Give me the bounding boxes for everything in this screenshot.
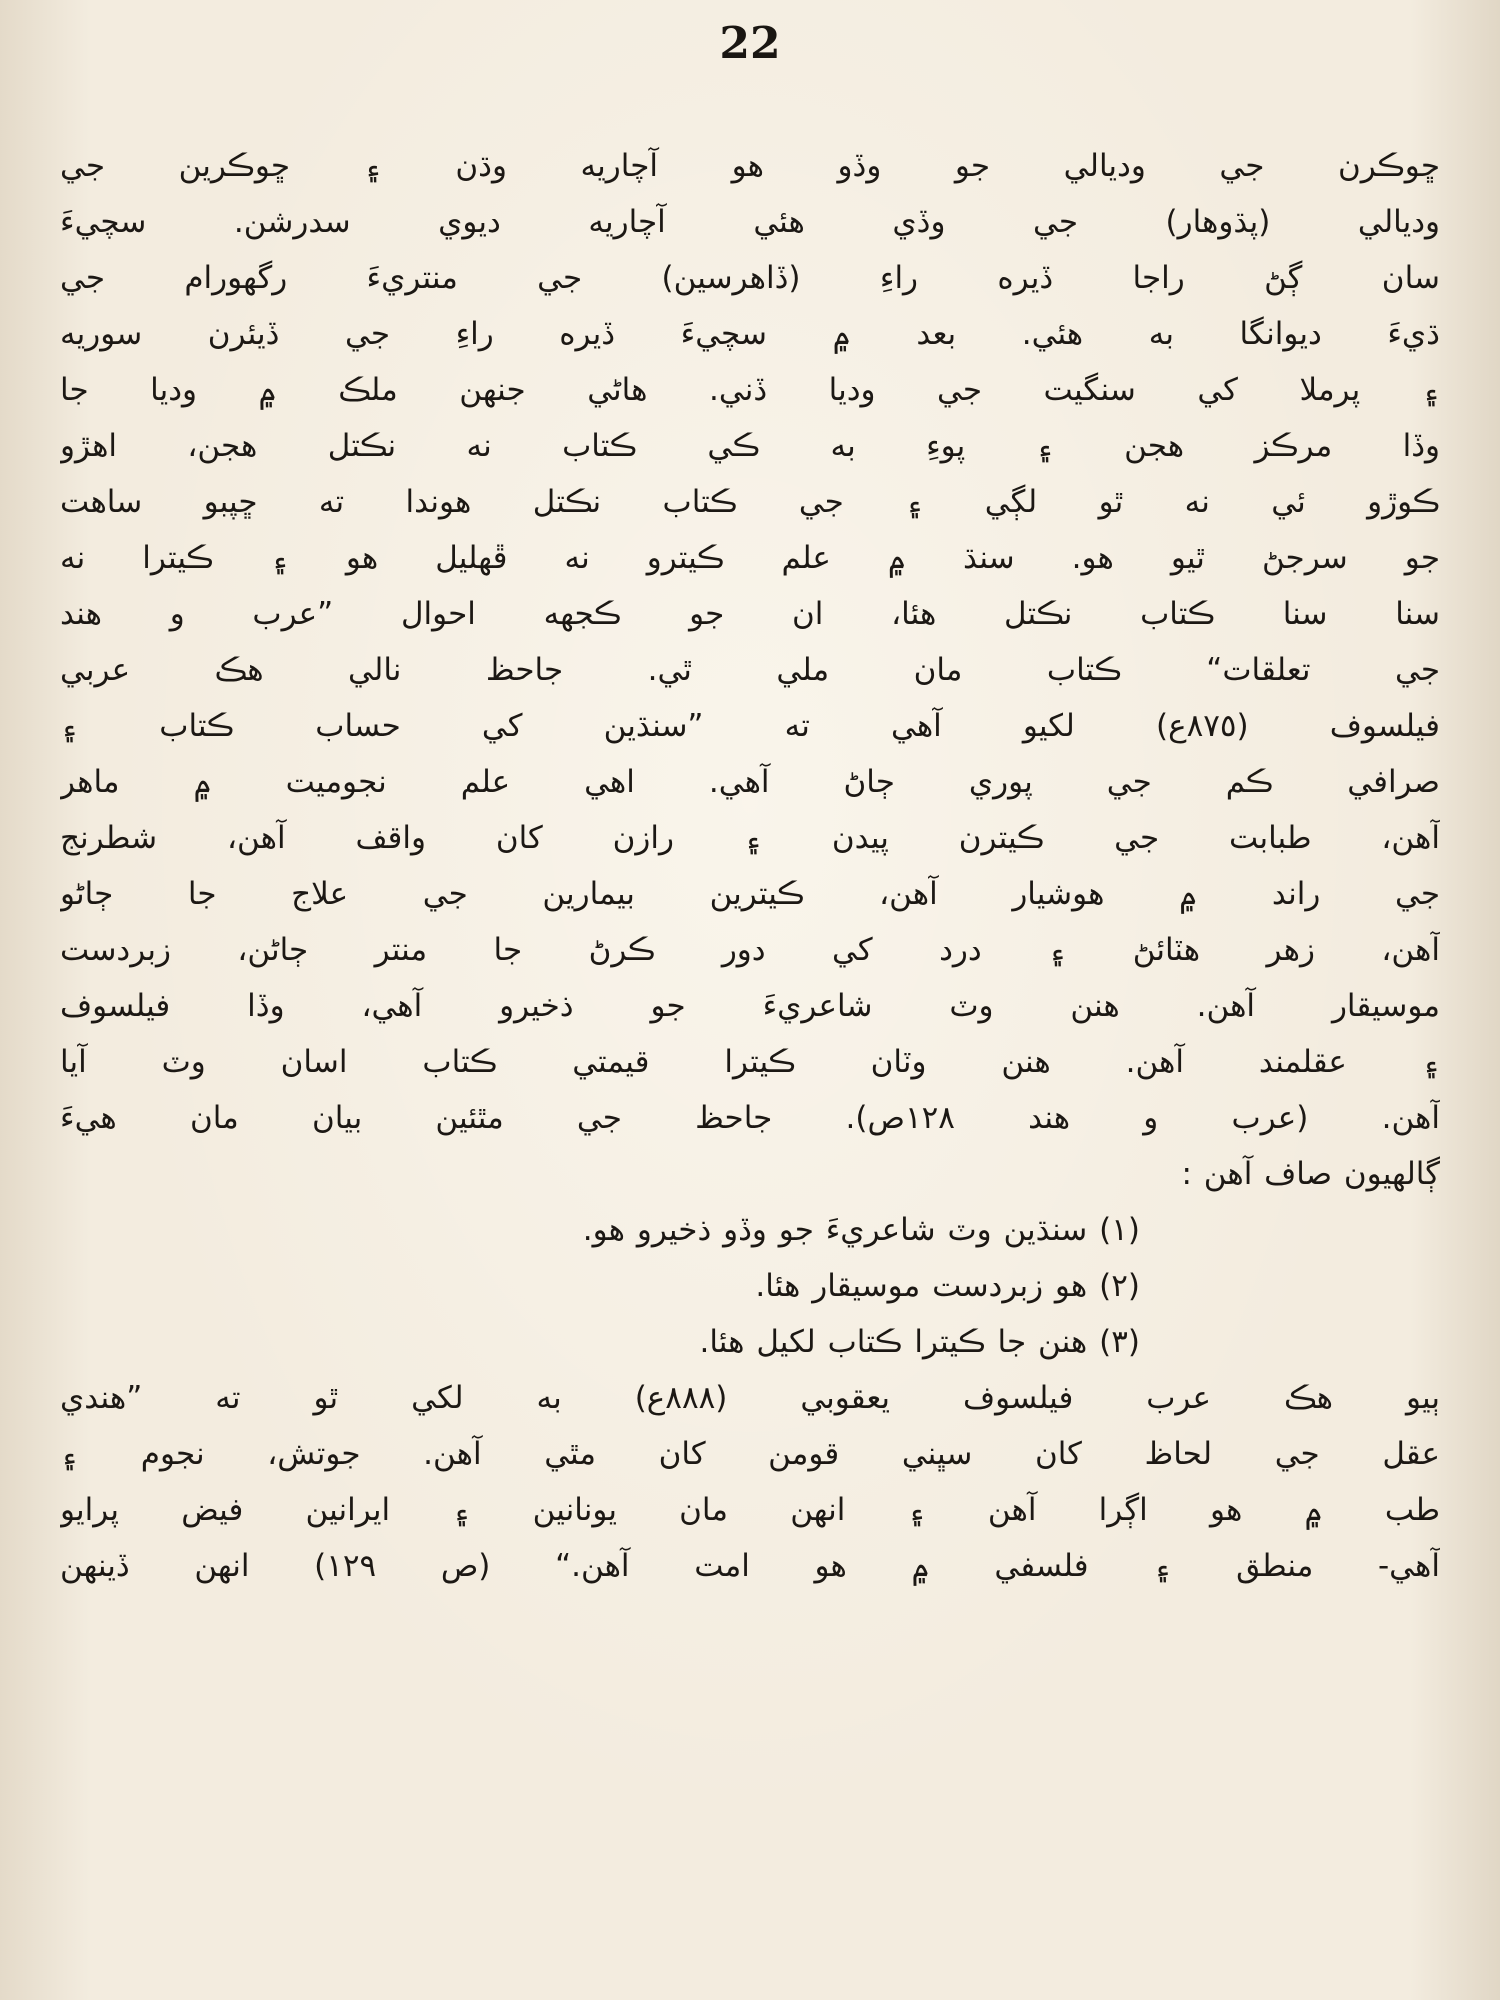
text-line: آهن. (عرب و هند ١٢٨ص). جاحظ جي مٿئين بيان مان هيءَ: [60, 1100, 1440, 1136]
text-line: طب ۾ هو اڳرا آهن ۽ انهن مان يونانين ۽ ايرانين فيض پرايو: [60, 1492, 1440, 1528]
text-line: صرافي ڪم جي پوري ڄاڻ آهي. اهي علم نجوميت ۾ ماهر: [60, 764, 1440, 800]
text-line: جو سرجڻ ٿيو هو. سنڌ ۾ علم ڪيترو نه ڦهليل هو ۽ ڪيترا نه: [60, 540, 1440, 576]
text-line: سنا سنا ڪتاب نڪتل هئا، ان جو ڪجهه احوال ”عرب و هند: [60, 596, 1440, 632]
page-number: 22: [719, 18, 781, 69]
list-item: (٢) هو زبردست موسيقار هئا.: [755, 1268, 1140, 1304]
text-line: جي راند ۾ هوشيار آهن، ڪيترين بيمارين جي علاج جا ڄاڻو: [60, 876, 1440, 912]
text-line: جي تعلقات“ ڪتاب مان ملي ٿي. جاحظ نالي هڪ عربي: [60, 652, 1440, 688]
text-line: ۽ عقلمند آهن. هنن وٽان ڪيترا قيمتي ڪتاب اسان وٽ آيا: [60, 1044, 1440, 1080]
text-line: وڏا مرڪز هجن ۽ پوءِ به ڪي ڪتاب نه نڪتل هجن، اهڙو: [60, 428, 1440, 464]
text-line: فيلسوف (٨٧٥ع) لکيو آهي ته ”سنڌين کي حساب ڪتاب ۽: [60, 708, 1440, 744]
text-line: سان ڳڻ راجا ڏيره راءِ (ڏاهرسين) جي منتريءَ رگهورام جي: [60, 260, 1440, 296]
text-line: آهي- منطق ۽ فلسفي ۾ هو امت آهن.“ (ص ١٢٩) انهن ڏينهن: [60, 1548, 1440, 1584]
text-line: ڌيءَ ديوانگا به هئي. بعد ۾ سچيءَ ڏيره راءِ جي ڏيئرن سوريه: [60, 316, 1440, 352]
list-item: (١) سنڌين وٽ شاعريءَ جو وڏو ذخيرو هو.: [582, 1212, 1140, 1248]
text-line: ٻيو هڪ عرب فيلسوف يعقوبي (٨٨٨ع) به لکي ٿو ته ”هندي: [60, 1380, 1440, 1416]
list-item: (٣) هنن جا ڪيترا ڪتاب لکيل هئا.: [699, 1324, 1140, 1360]
text-line: وديالي (پڌوهار) جي وڏي هئي آچاريه ديوي سدرشن. سچيءَ: [60, 204, 1440, 240]
text-line: ڇوڪرن جي وديالي جو وڏو هو آچاريه وڌن ۽ ڇوڪرين جي: [60, 148, 1440, 184]
body-text: [60, 138, 1440, 1594]
text-line: ڳالهيون صاف آهن :: [1181, 1156, 1440, 1192]
text-line: موسيقار آهن. هنن وٽ شاعريءَ جو ذخيرو آهي، وڏا فيلسوف: [60, 988, 1440, 1024]
text-line: آهن، طبابت جي ڪيترن پيدن ۽ رازن کان واقف آهن، شطرنج: [60, 820, 1440, 856]
text-line: عقل جي لحاظ کان سڀني قومن کان مٿي آهن. جوتش، نجوم ۽: [60, 1436, 1440, 1472]
text-line: ڪوڙو ئي نه ٿو لڳي ۽ جي ڪتاب نڪتل هوندا ته ڇپبو ساهت: [60, 484, 1440, 520]
text-line: ۽ پرملا کي سنگيت جي وديا ڏني. هاڻي جنهن ملڪ ۾ وديا جا: [60, 372, 1440, 408]
text-line: آهن، زهر هٽائڻ ۽ درد کي دور ڪرڻ جا منتر ڄاڻن، زبردست: [60, 932, 1440, 968]
